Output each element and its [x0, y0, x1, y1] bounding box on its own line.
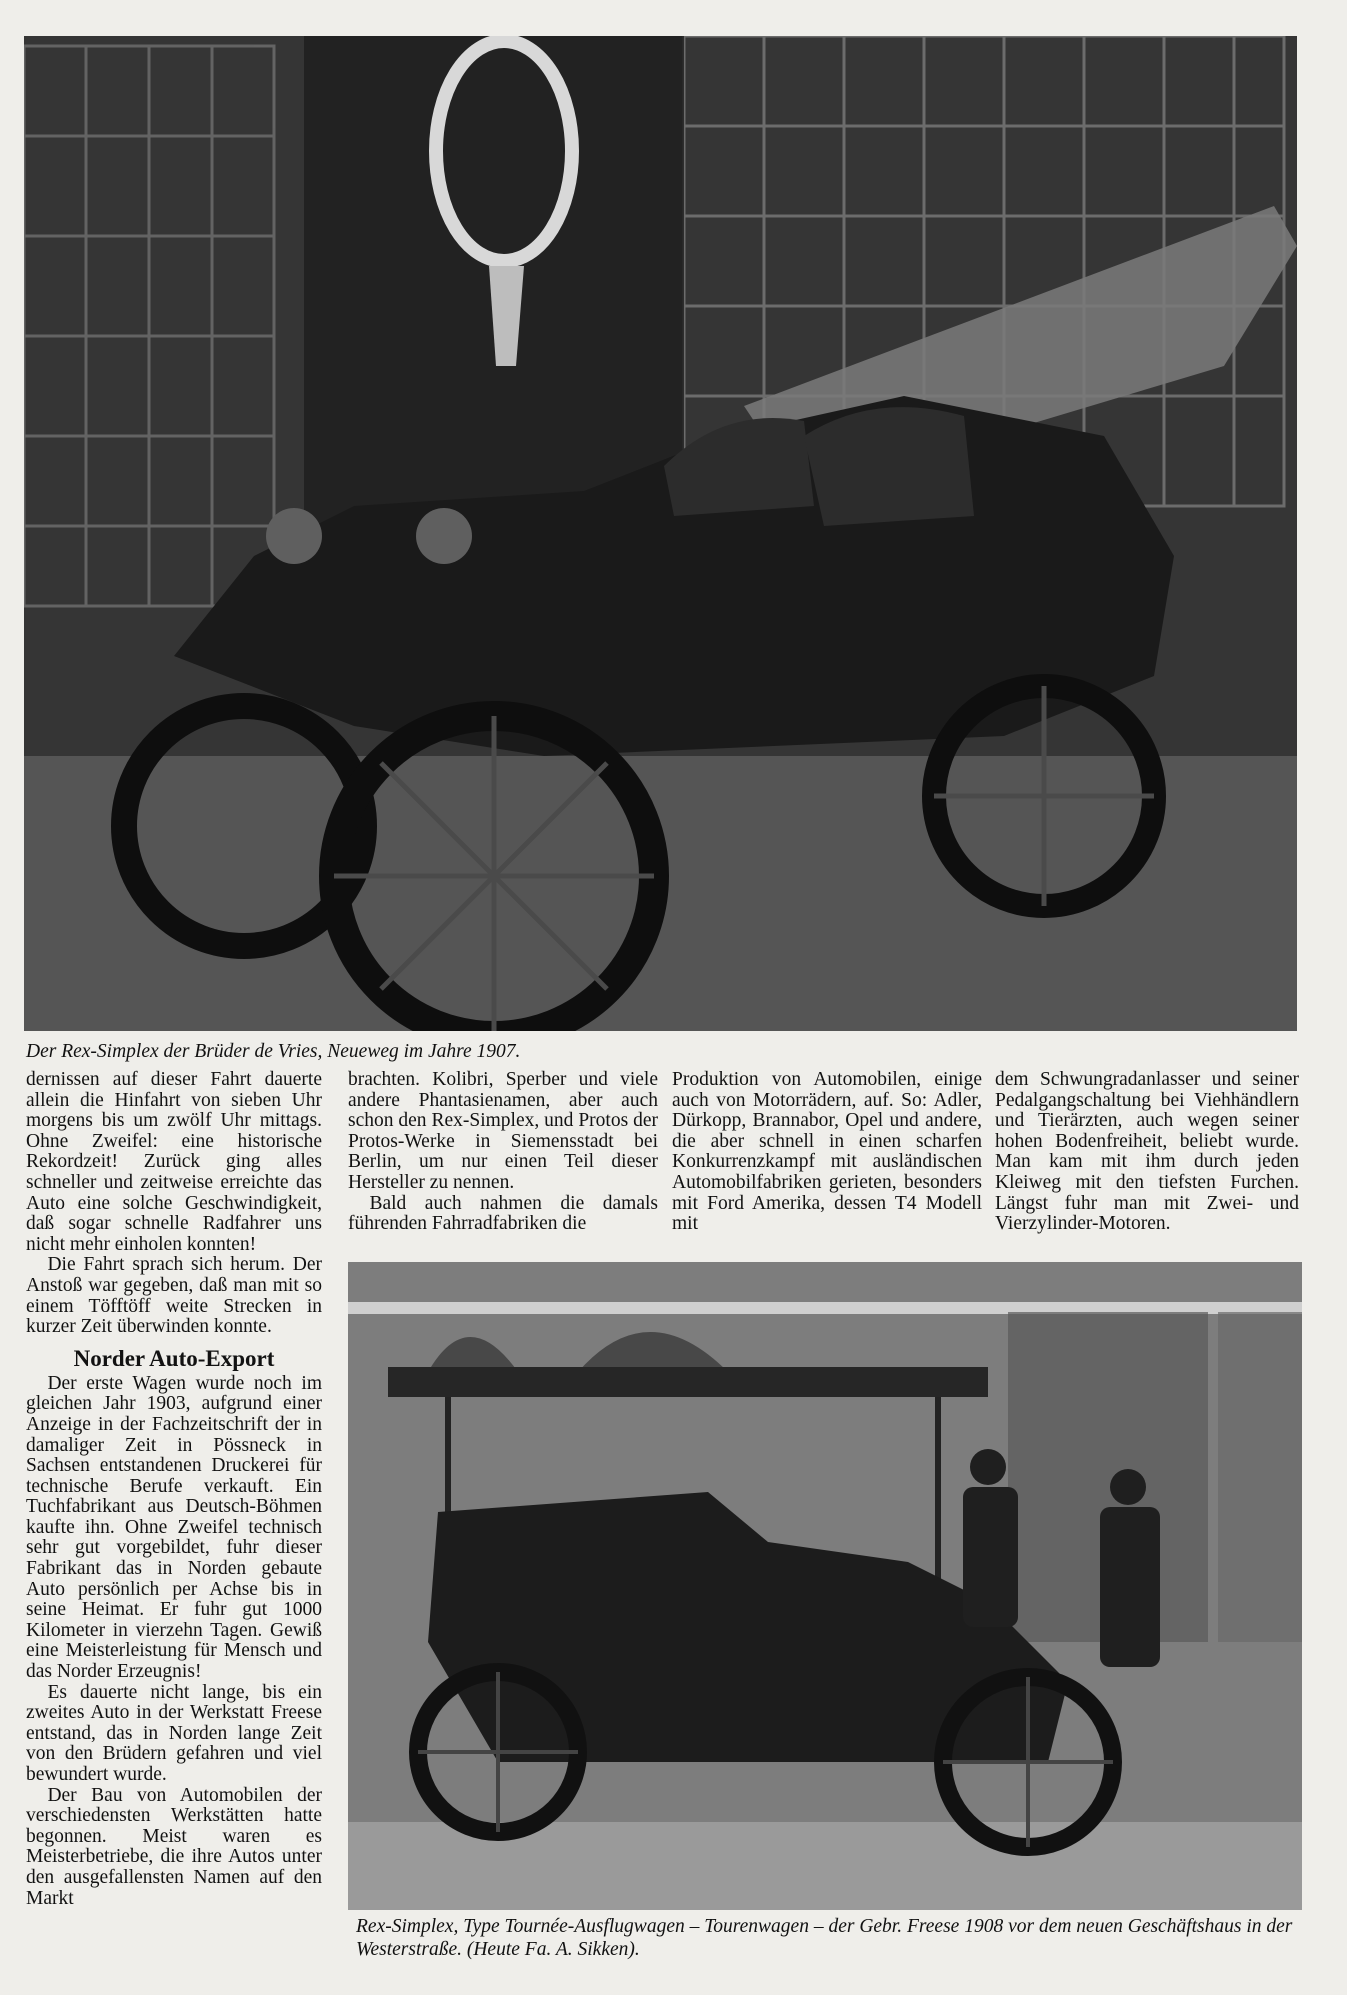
article-column-4: [995, 1070, 1299, 1260]
article-column-1: [26, 1070, 322, 1990]
paragraph: Bald auch nahmen die damals führenden Fahrradfabriken die: [348, 1192, 658, 1235]
paragraph: Der erste Wagen wurde noch im gleichen Jahr 1903, aufgrund einer Anzeige in der Fachzeitschrift der in damaliger Zeit in Pössneck in Sachsen entstandenen Druckerei für technische Berufe verkauft. Ein Tuchfabrikant aus Deutsch-Böhmen kaufte ihn. Ohne Zweifel technisch sehr gut vorgebildet, fuhr dieser Fabrikant das in Norden gebaute Auto persönlich per Achse bis in seine Heimat. Er fuhr gut 1000 Kilometer in vierzehn Tagen. Gewiß eine Meisterleistung für Mensch und das Norder Erzeugnis!: [26, 1372, 322, 1683]
photo-rex-simplex-1908: [348, 1262, 1302, 1910]
photo1-caption: Der Rex-Simplex der Brüder de Vries, Neueweg im Jahre 1907.: [26, 1041, 521, 1062]
paragraph: dernissen auf dieser Fahrt dauerte allein die Hinfahrt von sieben Uhr morgens bis um zwölf Uhr mittags. Ohne Zweifel: eine historische Rekordzeit! Zurück ging alles schneller und zeitweise erreichte das Auto eine solche Geschwindigkeit, daß sogar schnelle Radfahrer uns nicht mehr einholen konnten!: [26, 1070, 322, 1255]
photo-rex-simplex-1907: [24, 36, 1297, 1031]
section-heading: Norder Auto-Export: [73, 1345, 275, 1371]
car-canopy: [388, 1367, 988, 1397]
paragraph: Der Bau von Automobilen der verschiedensten Werkstätten hatte begonnen. Meist waren es Meisterbetriebe, die ihre Autos unter den ausgefallensten Namen auf den Markt: [26, 1784, 322, 1909]
article-column-2: [348, 1070, 658, 1260]
paragraph: dem Schwungradanlasser und seiner Pedalgangschaltung bei Viehhändlern und Tierärzten, auch wegen seiner hohen Bodenfreiheit, beliebt wurde. Man kam mit ihm durch jeden Kleiweg mit den tiefsten Furchen. Längst fuhr man mit Zwei- und Vierzylinder-Motoren.: [995, 1070, 1299, 1235]
paragraph: brachten. Kolibri, Sperber und viele andere Phantasienamen, aber auch schon den Rex-Simplex, und Protos der Protos-Werke in Siemensstadt bei Berlin, um nur einen Teil dieser Hersteller zu nennen.: [348, 1070, 658, 1193]
photo2-caption: Rex-Simplex, Type Tournée-Ausflugwagen – Tourenwagen – der Gebr. Freese 1908 vor dem neuen Geschäftshaus in der Westerstraße. (Heute Fa. A. Sikken).: [356, 1916, 1293, 1960]
article-column-3: [672, 1070, 982, 1260]
paragraph: Die Fahrt sprach sich herum. Der Anstoß war gegeben, daß man mit so einem Töfftöff weite Strecken in kurzer Zeit überwinden konnte.: [26, 1254, 322, 1338]
paragraph: Produktion von Automobilen, einige auch von Motorrädern, auf. So: Adler, Dürkopp, Brannabor, Opel und andere, die aber schnell in einen scharfen Konkurrenzkampf mit ausländischen Automobilfabriken gerieten, besonders mit Ford Amerika, dessen T4 Modell mit: [672, 1070, 982, 1235]
paragraph: Es dauerte nicht lange, bis ein zweites Auto in der Werkstatt Freese entstand, das in Norden lange Zeit von den Brüdern gefahren und viel bewundert wurde.: [26, 1681, 322, 1785]
